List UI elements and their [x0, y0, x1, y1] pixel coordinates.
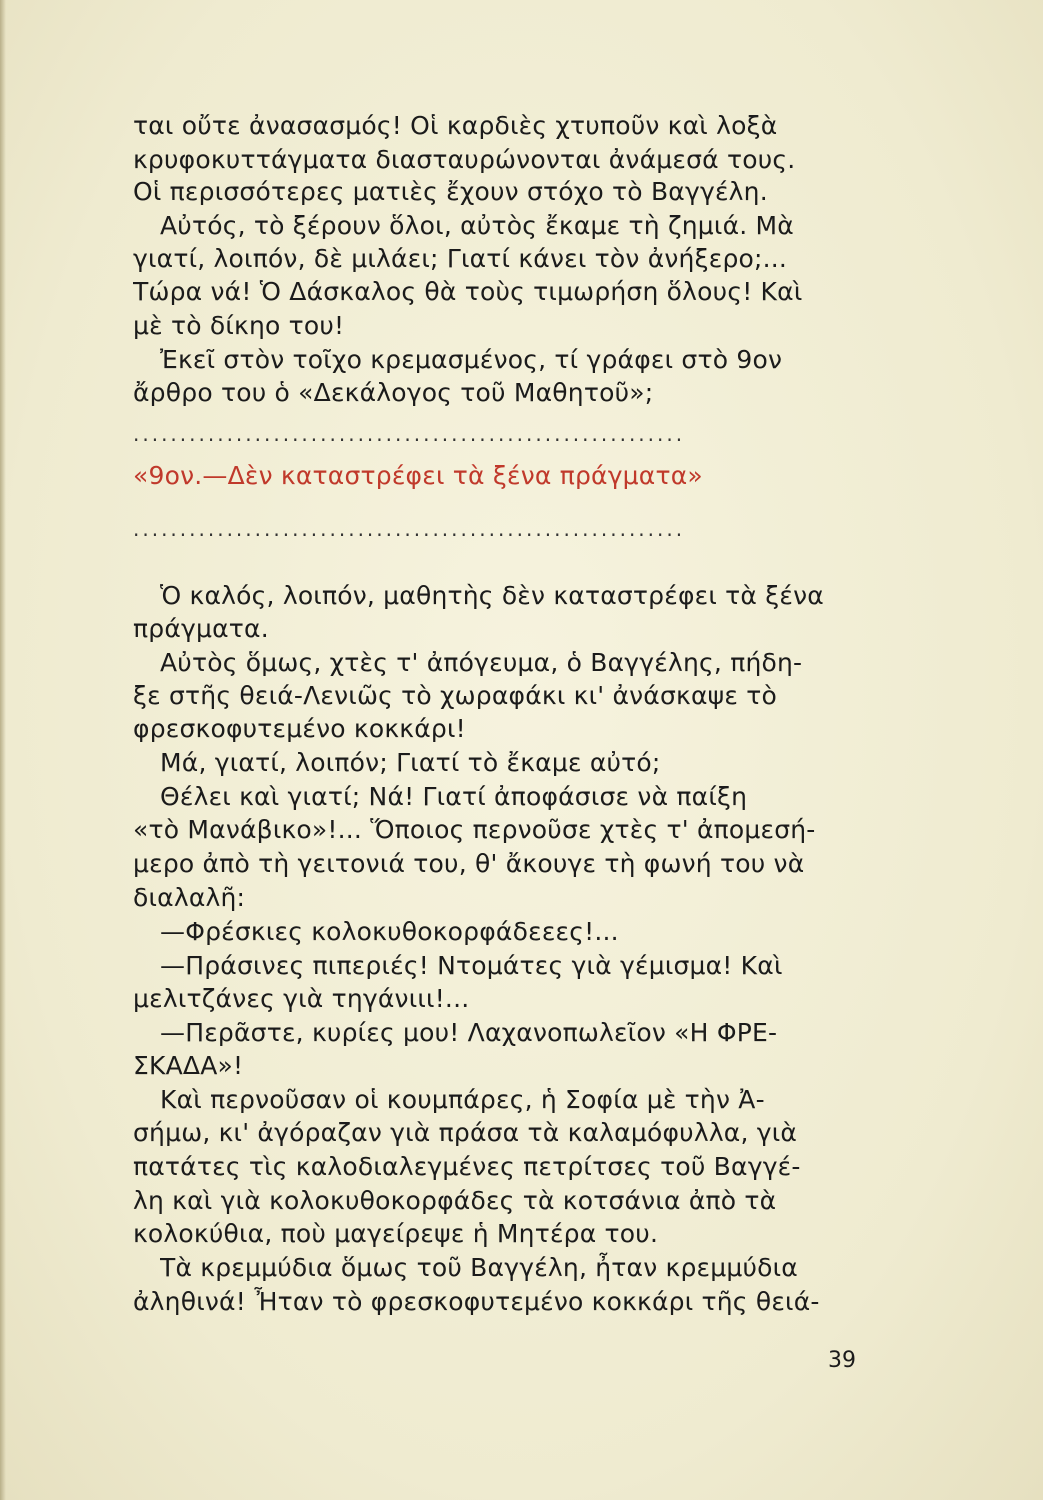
text-line: φρεσκοφυτεμένο κοκκάρι!	[133, 714, 466, 743]
dotted-separator: ...........................................................	[133, 517, 686, 541]
text-line: Ἐκεῖ στὸν τοῖχο κρεμασμένος, τί γράφει στὸ 9ον	[160, 345, 783, 374]
text-line: μερο ἀπὸ τὴ γειτονιά του, θ' ἄκουγε τὴ φωνή του νὰ	[133, 849, 805, 878]
text-line: —Περᾶστε, κυρίες μου! Λαχανοπωλεῖον «Η ΦΡΕ-	[160, 1018, 778, 1047]
text-line: «τὸ Μανάβικο»!... Ὅποιος περνοῦσε χτὲς τ' ἀπομεσή-	[133, 815, 816, 844]
text-line: ξε στῆς θειά-Λενιῶς τὸ χωραφάκι κι' ἀνάσκαψε τὸ	[133, 681, 777, 710]
text-line: Οἱ περισσότερες ματιὲς ἔχουν στόχο τὸ Βαγγέλη.	[133, 177, 768, 206]
text-line: Τώρα νά! Ὁ Δάσκαλος θὰ τοὺς τιμωρήση ὅλους! Καὶ	[133, 277, 803, 306]
text-line: σήμω, κι' ἀγόραζαν γιὰ πράσα τὰ καλαμόφυλλα, γιὰ	[133, 1118, 798, 1147]
text-line: ἄρθρο του ὁ «Δεκάλογος τοῦ Μαθητοῦ»;	[133, 378, 654, 407]
text-line: μελιτζάνες γιὰ τηγάνιιι!...	[133, 984, 470, 1013]
page-edge-shadow	[0, 0, 6, 1500]
dotted-separator: ...........................................................	[133, 422, 686, 446]
text-line: γιατί, λοιπόν, δὲ μιλάει; Γιατί κάνει τὸν ἀνήξερο;...	[133, 244, 788, 273]
text-line: Καὶ περνοῦσαν οἱ κουμπάρες, ἡ Σοφία μὲ τὴν Ἀ-	[160, 1085, 765, 1114]
text-line: —Φρέσκιες κολοκυθοκορφάδεεες!...	[160, 917, 619, 946]
text-line: πατάτες τὶς καλοδιαλεγμένες πετρίτσες τοῦ Βαγγέ-	[133, 1152, 801, 1181]
article-heading: «9ον.—Δὲν καταστρέφει τὰ ξένα πράγματα»	[133, 461, 703, 490]
text-line: μὲ τὸ δίκηο του!	[133, 311, 345, 340]
text-line: λη καὶ γιὰ κολοκυθοκορφάδες τὰ κοτσάνια ἀπὸ τὰ	[133, 1186, 777, 1215]
text-line: Ὁ καλός, λοιπόν, μαθητὴς δὲν καταστρέφει τὰ ξένα	[160, 581, 824, 610]
text-line: —Πράσινες πιπεριές! Ντομάτες γιὰ γέμισμα! Καὶ	[160, 951, 783, 980]
text-line: κρυφοκυττάγματα διασταυρώνονται ἀνάμεσά τους.	[133, 145, 796, 174]
text-line: ται οὔτε ἀνασασμός! Οἱ καρδιὲς χτυποῦν καὶ λοξὰ	[133, 111, 778, 140]
text-line: διαλαλῆ:	[133, 883, 246, 912]
text-line: Αὐτός, τὸ ξέρουν ὅλοι, αὐτὸς ἔκαμε τὴ ζημιά. Μὰ	[160, 211, 794, 240]
text-line: κολοκύθια, ποὺ μαγείρεψε ἡ Μητέρα του.	[133, 1219, 659, 1248]
text-line: ΣΚΑΔΑ»!	[133, 1051, 244, 1080]
text-line: Αὐτὸς ὅμως, χτὲς τ' ἀπόγευμα, ὁ Βαγγέλης, πήδη-	[160, 648, 803, 677]
text-line: ἀληθινά! Ἦταν τὸ φρεσκοφυτεμένο κοκκάρι τῆς θειά-	[133, 1287, 820, 1316]
text-line: Θέλει καὶ γιατί; Νά! Γιατί ἀποφάσισε νὰ παίξη	[160, 782, 748, 811]
text-line: πράγματα.	[133, 614, 269, 643]
text-line: Τὰ κρεμμύδια ὅμως τοῦ Βαγγέλη, ἦταν κρεμμύδια	[160, 1253, 798, 1282]
text-line: Μά, γιατί, λοιπόν; Γιατί τὸ ἔκαμε αὐτό;	[160, 748, 661, 777]
page-number: 39	[828, 1348, 856, 1373]
